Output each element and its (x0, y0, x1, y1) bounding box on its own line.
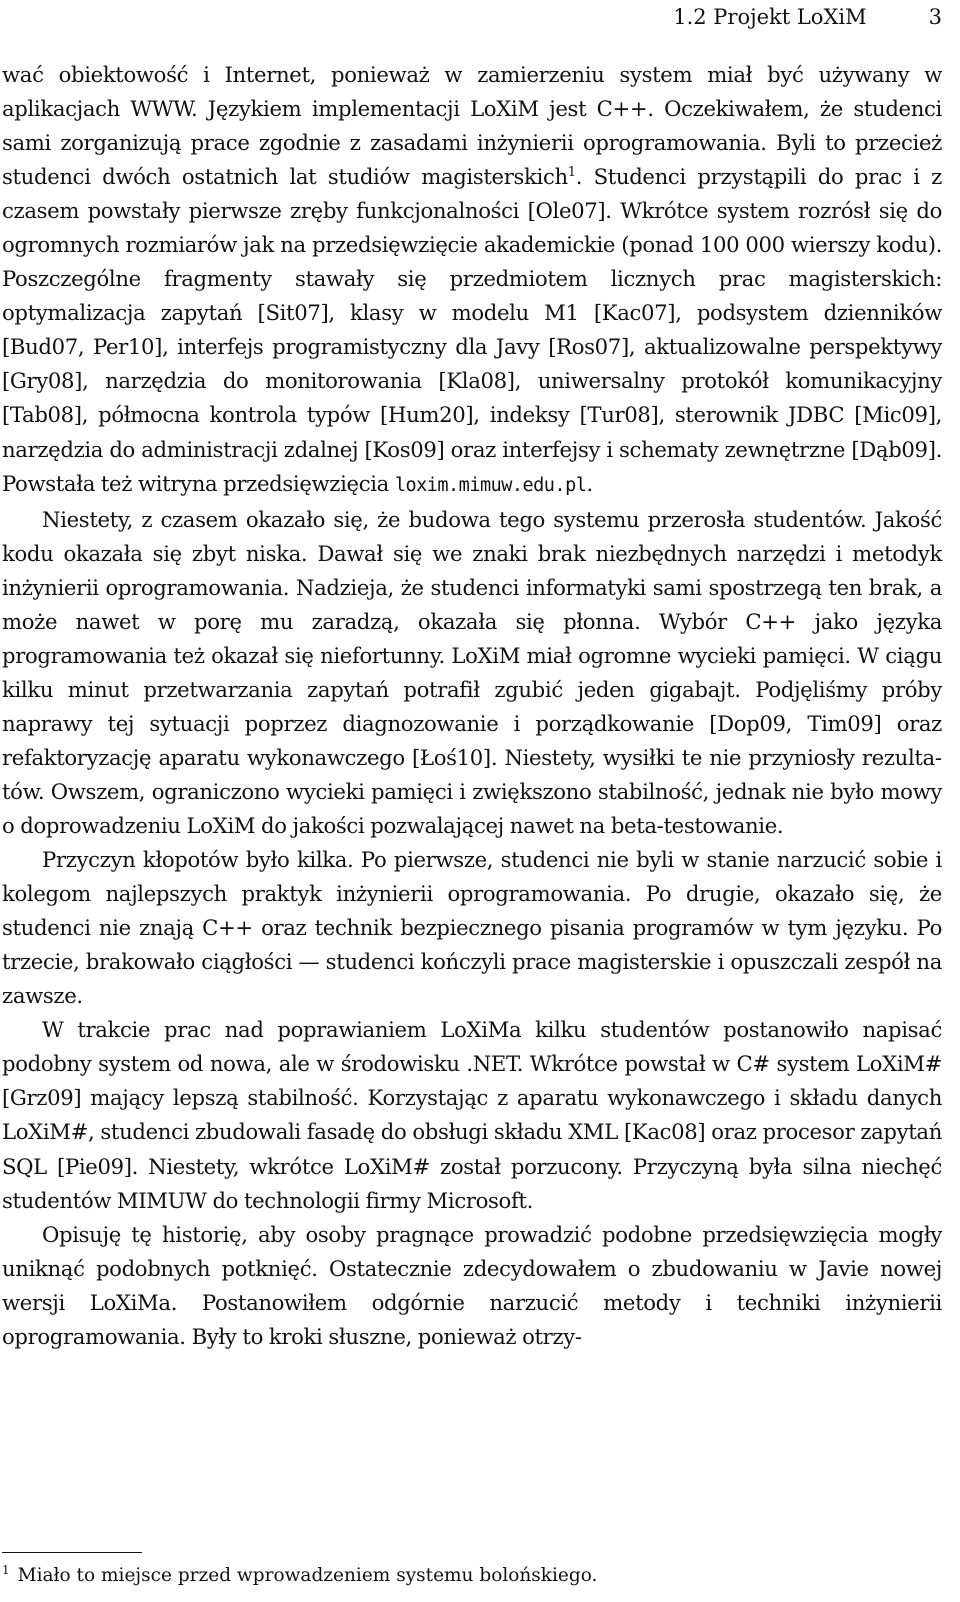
paragraph-1-part-3: . (586, 470, 593, 496)
paragraph-5: Opisuję tę historię, aby osoby pragnące prowadzić podobne przedsięwzięcia mogły uniknąć podobnych potknięć. Ostatecznie zdecydowałem o zbudowaniu w Javie nowej wersji LoXiMa. Postanowiłem odgórnie narzucić metody i techniki inżynierii oprogramowania. Były to kroki słuszne, ponieważ otrzy- (2, 1221, 942, 1349)
page-number: 3 (928, 5, 942, 29)
section-title: 1.2 Projekt LoXiM (673, 5, 867, 29)
project-url: loxim.mimuw.edu.pl (394, 474, 587, 496)
running-header (673, 0, 942, 34)
paragraph-1-part-1: wać obiektowość i Internet, ponieważ w zamierzeniu system miał być używany w aplikacjach WWW. Językiem implementacji LoXiM jest C++. Oczekiwałem, że studenci sami zorganizują prace zgodnie z zasadami inżynierii oprogramowania. Byli to przecież studenci dwóch ostatnich lat studiów magisterskich (2, 62, 942, 190)
footnote (2, 1563, 597, 1589)
paragraph-2: Niestety, z czasem okazało się, że budowa tego systemu przerosła studentów. Jakość kodu okazała się zbyt niska. Dawał się we znaki brak niezbędnych narzędzi i metodyk inżynierii oprogramowania. Nadzieja, że studenci informatyki sami spostrzegą ten brak, a może nawet w porę mu zaradzą, okazała się płonna. Wybór C++ jako języka programowania też okazał się niefortunny. LoXiM miał ogromne wycieki pamięci. W ciągu kilku minut przetwarzania zapytań potrafił zgubić jeden gigabajt. Podjęliśmy próby naprawy tej sytuacji poprzez diagnozowanie i porządkowanie [Dop09, Tim09] oraz refaktoryzację aparatu wykonawczego [Łoś10]. Niestety, wysiłki te nie przyniosły rezultatów. Owszem, ograniczono wycieki pamięci i zwiększono stabilność, jednak nie było mowy o doprowadzeniu LoXiM do jakości pozwalającej nawet na beta-testowanie. (2, 506, 942, 839)
footnote-divider (2, 1552, 142, 1553)
body-text (2, 58, 942, 1354)
paragraph-3: Przyczyn kłopotów było kilka. Po pierwsze, studenci nie byli w stanie narzucić sobie i kolegom najlepszych praktyk inżynierii oprogramowania. Po drugie, okazało się, że studenci nie znają C++ oraz technik bezpiecznego pisania programów w tym języku. Po trzecie, brakowało ciągłości — studenci kończyli prace magisterskie i opuszczali zespół na zawsze. (2, 847, 942, 1009)
footnote-mark: 1 (2, 1562, 10, 1577)
paragraph-1-part-2: . Studenci przystąpili do prac i z czasem powstały pierwsze zręby funkcjonalności [Ole07]. Wkrótce system rozrósł się do ogromnych rozmiarów jak na przedsięwzięcie akademickie (ponad 100 000 wierszy kodu). Poszczególne fragmenty stawały się przedmiotem licznych prac magisterskich: optymalizacja zapytań [Sit07], klasy w modelu M1 [Kac07], podsystem dzienników [Bud07, Per10], interfejs programistyczny dla Javy [Ros07], aktualizowalne perspektywy [Gry08], narzędzia do monitorowania [Kla08], uniwersalny protokół komunikacyjny [Tab08], półmocna kontrola typów [Hum20], indeksy [Tur08], sterownik JDBC [Mic09], narzędzia do administracji zdalnej [Kos09] oraz interfejsy i schematy zewnętrzne [Dąb09]. Powstała też witryna przedsięwzięcia (2, 164, 942, 496)
footnote-text: Miało to miejsce przed wprowadzeniem systemu bolońskiego. (17, 1565, 598, 1586)
footnote-reference: 1 (567, 165, 576, 181)
paragraph-1 (2, 58, 942, 503)
paragraph-4: W trakcie prac nad poprawianiem LoXiMa kilku studentów postanowiło napisać podobny system od nowa, ale w środowisku .NET. Wkrótce powstał w C# system LoXiM# [Grz09] mający lepszą stabilność. Korzystając z aparatu wykonawczego i składu danych LoXiM#, studenci zbudowali fasadę do obsługi składu XML [Kac08] oraz procesor zapytań SQL [Pie09]. Niestety, wkrótce LoXiM# został porzucony. Przyczyną była silna niechęć studentów MIMUW do technologii firmy Microsoft. (2, 1017, 942, 1213)
